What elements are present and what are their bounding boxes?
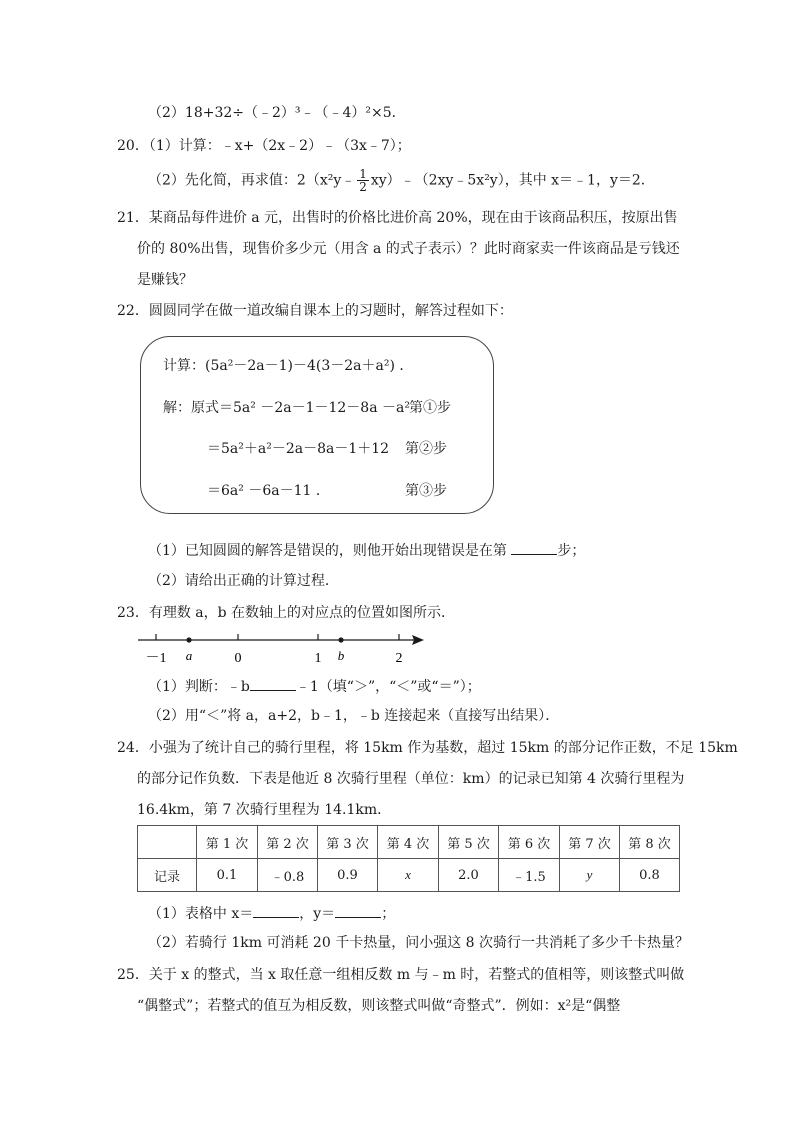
box-step1: 解：原式＝5a² －2a－1－12－8a －a² — [163, 400, 410, 416]
answer-blank-y[interactable] — [335, 903, 381, 918]
table-cell: 2.0 — [439, 859, 499, 892]
table-row — [138, 859, 680, 892]
q22-part1 — [148, 540, 585, 561]
table-header-cell — [138, 826, 197, 859]
point-b — [338, 637, 343, 642]
box-step3-tag: 第③步 — [405, 483, 447, 499]
box-step2-tag: 第②步 — [405, 441, 447, 457]
table-header-cell: 第 3 次 — [318, 826, 378, 859]
q24-line1: 24．小强为了统计自己的骑行里程，将 15km 作为基数，超过 15km 的部分记作正数，不足 15km — [117, 740, 738, 756]
q24-part1-suffix: ； — [381, 906, 396, 922]
label-b: b — [337, 648, 345, 663]
label-1: 1 — [314, 651, 322, 666]
fraction-denominator: 2 — [359, 180, 367, 194]
box-calc-line: 计算：(5a²－2a－1)－4(3－2a＋a²) ． — [163, 358, 414, 374]
q20-part2-end: xy）﹣（2xy﹣5x²y），其中 x＝﹣1，y＝2． — [370, 172, 655, 189]
fraction-numerator: 1 — [359, 167, 367, 181]
q21-line2: 价的 80%出售，现售价多少元（用含 a 的式子表示）？此时商家卖一件该商品是亏钱还 — [137, 241, 680, 257]
q20-part1-text: （1）计算：﹣x+（2x﹣2）﹣（3x﹣7）； — [148, 138, 411, 154]
q23-part1 — [148, 676, 481, 697]
table-header-cell: 第 1 次 — [197, 826, 258, 859]
table-cell: 0.9 — [318, 859, 378, 892]
box-step3: ＝6a² －6a－11 ． — [207, 483, 330, 499]
q24-part1-text: （1）表格中 x＝ — [148, 906, 254, 922]
table-header-cell: 第 8 次 — [620, 826, 680, 859]
table-header-cell: 第 4 次 — [378, 826, 439, 859]
table-cell: y — [560, 859, 620, 892]
q20-part2 — [148, 168, 655, 193]
table-header-cell: 第 5 次 — [439, 826, 499, 859]
q21-line1: 21．某商品每件进价 a 元，出售时的价格比进价高 20%，现在由于该商品积压，按原出售 — [117, 210, 678, 226]
point-a — [186, 637, 191, 642]
q20-part1 — [117, 136, 411, 156]
q20-part2-start: （2）先化简，再求值：2（x²y﹣ — [148, 172, 356, 189]
q25-line1: 25．关于 x 的整式，当 x 取任意一组相反数 m 与﹣m 时，若整式的值相等，则该整式叫做 — [117, 967, 685, 983]
q22-stem: 22．圆圆同学在做一道改编自课本上的习题时，解答过程如下： — [117, 303, 513, 319]
q24-part2: （2）若骑行 1km 可消耗 20 千卡热量，问小强这 8 次骑行一共消耗了多少千卡热量？ — [148, 935, 689, 951]
table-header-cell: 第 6 次 — [499, 826, 560, 859]
q25-line2: “偶整式”；若整式的值互为相反数，则该整式叫做“奇整式”．例如：x²是“偶整 — [137, 998, 621, 1014]
solution-box — [140, 336, 494, 514]
table-cell: x — [378, 859, 439, 892]
table-header-cell: 第 7 次 — [560, 826, 620, 859]
q22-part2: （2）请给出正确的计算过程． — [148, 573, 339, 589]
table-cell: ﹣0.8 — [258, 859, 318, 892]
box-step2: ＝5a²＋a²－2a－8a－1＋12 — [207, 441, 390, 457]
table-header-cell: 第 2 次 — [258, 826, 318, 859]
box-step1-tag: 第①步 — [409, 400, 451, 416]
table-cell: 0.1 — [197, 859, 258, 892]
answer-blank[interactable] — [511, 540, 557, 555]
q21-line3: 是赚钱？ — [137, 272, 193, 288]
label-a: a — [185, 648, 193, 663]
table-header-row — [138, 826, 680, 859]
table-cell: ﹣1.5 — [499, 859, 560, 892]
label-0: 0 — [234, 651, 242, 666]
ride-record-table — [137, 825, 680, 892]
q23-part1-text: （1）判断：﹣b — [148, 679, 250, 695]
answer-blank[interactable] — [250, 676, 296, 691]
q23-part2: （2）用“＜”将 a，a+2，b﹣1，﹣b 连接起来（直接写出结果）． — [148, 708, 560, 724]
q22-part1-suffix: 步； — [557, 543, 586, 559]
q23-stem: 23．有理数 a，b 在数轴上的对应点的位置如图所示． — [117, 605, 456, 621]
table-cell: 记录 — [138, 859, 197, 892]
q22-part1-text: （1）已知圆圆的解答是错误的，则他开始出现错误是在第 — [148, 543, 512, 559]
answer-blank-x[interactable] — [253, 903, 299, 918]
label-neg1: －1 — [145, 651, 167, 666]
number-line — [136, 628, 436, 674]
q24-part1-mid: ，y＝ — [299, 906, 336, 922]
label-2: 2 — [395, 651, 403, 666]
q20-number: 20． — [117, 138, 149, 154]
table-cell: 0.8 — [620, 859, 680, 892]
fraction-one-half — [357, 168, 369, 193]
q23-part1-suffix: ﹣1（填“＞”，“＜”或“＝”）； — [295, 679, 481, 695]
q19-part2: （2）18+32÷（﹣2）³﹣（﹣4）²×5． — [148, 105, 406, 121]
q24-line3: 16.4km，第 7 次骑行里程为 14.1km． — [137, 802, 392, 818]
q24-part1 — [148, 903, 395, 924]
q24-line2: 的部分记作负数．下表是他近 8 次骑行里程（单位：km）的记录已知第 4 次骑行里程为 — [137, 771, 685, 787]
